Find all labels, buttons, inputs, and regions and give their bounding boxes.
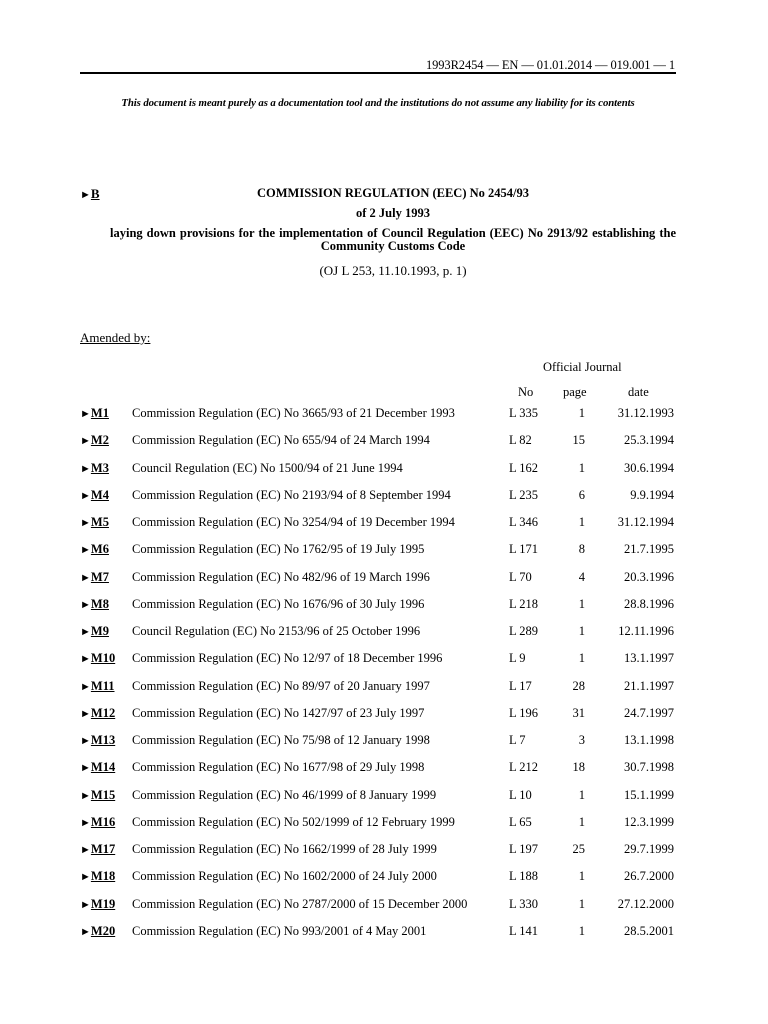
amendment-row [80,488,680,515]
amendment-row [80,842,680,869]
amendment-code[interactable]: M2 [90,433,109,448]
amendment-oj-date: 27.12.2000 [617,896,674,911]
amendment-oj-page: 1 [578,596,585,611]
regulation-title: COMMISSION REGULATION (EEC) No 2454/93 [256,186,529,200]
amendment-oj-date: 24.7.1997 [624,705,674,720]
amendment-oj-no: L 171 [509,542,539,557]
marker-arrow-icon: ► [80,707,91,720]
amendment-code[interactable]: M3 [90,460,109,475]
amendment-code[interactable]: M12 [90,705,116,720]
amendment-title: Commission Regulation (EC) No 1762/95 of 19 July 1995 [132,542,425,557]
marker-arrow-icon: ► [80,844,91,856]
amendment-title: Commission Regulation (EC) No 75/98 of 12 January 1998 [132,733,430,747]
marker-arrow-icon: ► [80,517,91,529]
regulation-subtitle: laying down provisions for the implementation of Council Regulation (EEC) No 2913/92 establishing the Community Customs Code [110,226,676,253]
amendment-oj-date: 31.12.1993 [617,406,674,420]
amendment-oj-no: L 162 [509,460,539,475]
amendment-row [80,869,680,896]
marker-arrow-icon: ► [80,544,91,557]
amendment-oj-page: 15 [572,433,585,448]
amendment-title: Commission Regulation (EC) No 1662/1999 of 28 July 1999 [132,842,437,856]
amendment-oj-page: 25 [572,842,585,856]
amendment-row [80,542,680,569]
marker-arrow-icon: ► [80,762,91,775]
amendment-title: Commission Regulation (EC) No 89/97 of 20 January 1997 [132,678,430,693]
amendment-oj-date: 31.12.1994 [617,515,674,529]
amendment-oj-no: L 289 [509,624,539,638]
amendment-row [80,570,680,597]
amendment-marker[interactable] [80,924,115,939]
document-reference: 1993R2454 — EN — 01.01.2014 — 019.001 — 1 [425,58,675,72]
amendment-oj-page: 1 [578,515,585,529]
amendment-row [80,597,680,624]
amendment-code[interactable]: M8 [90,596,109,611]
amendment-row [80,515,680,542]
marker-arrow-icon: ► [80,789,91,802]
base-act-code[interactable]: B [90,186,100,201]
amendment-marker[interactable] [80,597,109,612]
amendment-title: Commission Regulation (EC) No 482/96 of 19 March 1996 [132,569,430,584]
amendment-oj-date: 13.1.1997 [624,651,674,666]
amendment-marker[interactable] [80,433,109,448]
marker-arrow-icon: ► [80,898,91,911]
amendment-oj-no: L 235 [509,487,539,502]
amendment-oj-date: 25.3.1994 [624,433,674,448]
amendment-oj-page: 4 [578,569,585,584]
amendment-oj-no: L 196 [509,705,539,720]
amendment-title: Commission Regulation (EC) No 2193/94 of 8 September 1994 [132,487,451,502]
amendment-marker[interactable] [80,706,115,721]
column-header-no: No [518,385,534,399]
amendment-title: Commission Regulation (EC) No 1602/2000 of 24 July 2000 [132,869,437,884]
amendment-oj-page: 1 [578,869,585,884]
amendment-oj-date: 20.3.1996 [624,569,674,584]
amendment-marker[interactable] [80,869,115,884]
amendment-oj-date: 12.3.1999 [624,814,674,829]
amendment-oj-page: 3 [578,733,585,747]
amendment-code[interactable]: M20 [90,923,116,938]
marker-arrow-icon: ► [80,653,91,666]
amendment-row [80,651,680,678]
amendment-row [80,461,680,488]
amendment-marker[interactable] [80,760,115,775]
amendment-oj-no: L 335 [509,406,539,420]
amendment-code[interactable]: M4 [90,487,109,502]
amendment-marker[interactable] [80,488,109,503]
marker-arrow-icon: ► [80,189,91,201]
amendment-code[interactable]: M11 [90,678,115,693]
marker-arrow-icon: ► [80,435,91,448]
amendment-oj-no: L 7 [509,733,526,747]
header-rule [80,72,676,74]
amendment-title: Commission Regulation (EC) No 993/2001 of 4 May 2001 [132,923,427,938]
marker-arrow-icon: ► [80,626,91,638]
amendment-oj-no: L 197 [509,842,539,856]
amendment-code[interactable]: M19 [90,896,116,911]
amendment-oj-date: 13.1.1998 [624,733,674,747]
amendment-title: Commission Regulation (EC) No 1427/97 of 23 July 1997 [132,705,425,720]
amendment-oj-date: 30.6.1994 [624,460,674,475]
amendment-oj-date: 21.7.1995 [624,542,674,557]
marker-arrow-icon: ► [80,871,91,884]
amendment-marker[interactable] [80,542,109,557]
amendment-row [80,706,680,733]
amendment-oj-no: L 188 [509,869,539,884]
amendment-oj-no: L 330 [509,896,539,911]
amendment-row [80,733,680,760]
amendment-marker[interactable] [80,897,115,912]
amendment-oj-no: L 82 [509,433,532,448]
amendment-oj-page: 31 [572,705,585,720]
amendment-oj-page: 28 [572,678,585,693]
amendment-row [80,760,680,787]
amended-by-label: Amended by: [80,330,151,345]
amendment-title: Commission Regulation (EC) No 655/94 of 24 March 1994 [132,433,430,448]
amendment-marker[interactable] [80,788,115,803]
amendment-oj-date: 30.7.1998 [624,760,674,775]
amendment-title: Commission Regulation (EC) No 1676/96 of 30 July 1996 [132,596,425,611]
amendment-title: Commission Regulation (EC) No 46/1999 of 8 January 1999 [132,787,437,802]
amendment-row [80,788,680,815]
amendment-code[interactable]: M7 [90,569,109,584]
amendment-marker[interactable] [80,515,109,530]
amendment-oj-no: L 346 [509,515,539,529]
column-header-date: date [628,385,649,399]
amendment-title: Commission Regulation (EC) No 12/97 of 18 December 1996 [132,651,443,666]
amendment-oj-page: 1 [578,787,585,802]
amendment-oj-page: 1 [578,896,585,911]
amendment-oj-no: L 17 [509,678,532,693]
regulation-date: of 2 July 1993 [356,206,430,220]
amendment-code[interactable]: M1 [90,406,109,420]
amendment-oj-date: 12.11.1996 [618,624,674,638]
amendment-code[interactable]: M14 [90,760,116,775]
amendment-oj-page: 1 [578,460,585,475]
official-journal-heading: Official Journal [543,360,622,374]
amendment-row [80,815,680,842]
amendment-code[interactable]: M5 [90,515,109,529]
amendment-row [80,897,680,924]
marker-arrow-icon: ► [80,571,91,584]
oj-reference: (OJ L 253, 11.10.1993, p. 1) [319,263,467,278]
amendment-oj-no: L 212 [509,760,539,775]
marker-arrow-icon: ► [80,680,91,693]
amendment-oj-no: L 218 [509,596,539,611]
amendment-code[interactable]: M10 [90,651,116,666]
amendment-row [80,433,680,460]
amendment-row [80,679,680,706]
amendment-oj-page: 1 [578,923,585,938]
amendment-marker[interactable] [80,651,115,666]
amendment-oj-page: 18 [572,760,585,775]
amendment-oj-page: 8 [578,542,585,557]
amendment-oj-date: 29.7.1999 [624,842,674,856]
amendment-code[interactable]: M9 [90,624,109,638]
amendment-oj-page: 1 [578,406,585,420]
amendment-title: Commission Regulation (EC) No 3254/94 of 19 December 1994 [132,515,455,529]
amendment-row [80,924,680,951]
marker-arrow-icon: ► [80,462,91,475]
amendment-marker[interactable] [80,679,115,694]
amendment-marker[interactable] [80,406,109,421]
amendment-marker[interactable] [80,461,109,476]
amendment-title: Council Regulation (EC) No 1500/94 of 21 June 1994 [132,460,403,475]
marker-arrow-icon: ► [80,408,91,420]
amendment-oj-date: 28.5.2001 [624,923,674,938]
amendment-code[interactable]: M17 [90,842,116,856]
amendment-oj-no: L 9 [509,651,526,666]
base-act-marker[interactable] [80,186,100,202]
amendment-title: Commission Regulation (EC) No 502/1999 of 12 February 1999 [132,814,455,829]
amendment-oj-date: 28.8.1996 [624,596,674,611]
amendment-marker[interactable] [80,570,109,585]
marker-arrow-icon: ► [80,816,91,829]
amendment-marker[interactable] [80,624,109,639]
amendment-title: Commission Regulation (EC) No 1677/98 of 29 July 1998 [132,760,425,775]
amendment-oj-page: 6 [578,487,585,502]
marker-arrow-icon: ► [80,489,91,502]
amendment-code[interactable]: M15 [90,787,116,802]
amendment-oj-date: 21.1.1997 [624,678,674,693]
amendment-oj-no: L 141 [509,923,539,938]
amendment-marker[interactable] [80,842,115,857]
marker-arrow-icon: ► [80,925,91,938]
amendment-oj-date: 9.9.1994 [630,487,674,502]
amendment-title: Council Regulation (EC) No 2153/96 of 25 October 1996 [132,624,421,638]
amendment-code[interactable]: M18 [90,869,116,884]
amendment-row [80,406,680,433]
amendment-code[interactable]: M16 [90,814,116,829]
disclaimer-text: This document is meant purely as a documentation tool and the institutions do not assume any liability for its contents [121,97,635,109]
amendments-list [80,406,680,951]
amendment-oj-date: 15.1.1999 [624,787,674,802]
amendment-oj-page: 1 [578,624,585,638]
marker-arrow-icon: ► [80,735,91,747]
amendment-oj-date: 26.7.2000 [624,869,674,884]
amendment-row [80,624,680,651]
amendment-title: Commission Regulation (EC) No 3665/93 of 21 December 1993 [132,406,455,420]
amendment-marker[interactable] [80,733,115,748]
amendment-oj-page: 1 [578,814,585,829]
amendment-marker[interactable] [80,815,115,830]
marker-arrow-icon: ► [80,598,91,611]
amendment-code[interactable]: M6 [90,542,109,557]
amendment-oj-no: L 65 [509,814,532,829]
amendment-title: Commission Regulation (EC) No 2787/2000 of 15 December 2000 [132,896,468,911]
amendment-oj-no: L 10 [509,787,532,802]
amendment-oj-page: 1 [578,651,585,666]
column-header-page: page [563,385,587,399]
amendment-code[interactable]: M13 [90,733,116,747]
amendment-oj-no: L 70 [509,569,532,584]
